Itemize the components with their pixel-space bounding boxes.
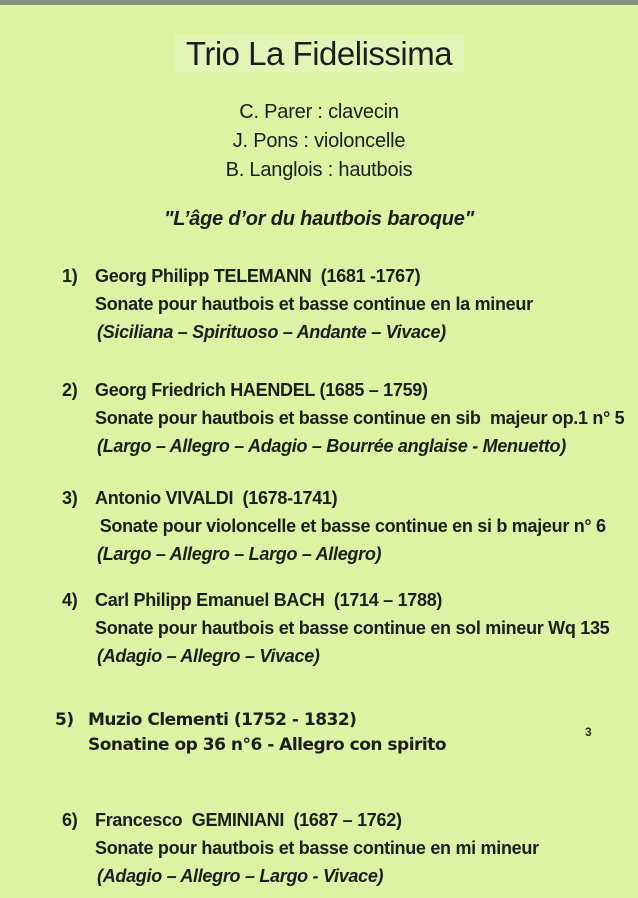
performers-list <box>0 98 638 185</box>
item-number: 4) <box>62 590 78 610</box>
program-item-4 <box>62 586 618 670</box>
movements-line: (Largo – Allegro – Adagio – Bourrée anglaise - Menuetto) <box>97 436 566 456</box>
program-item-6 <box>62 806 618 890</box>
composer-line: Georg Friedrich HAENDEL (1685 – 1759) <box>95 380 428 400</box>
work-line: Sonate pour hautbois et basse continue en sib majeur op.1 n° 5 <box>95 408 625 428</box>
composer-line: Carl Philipp Emanuel BACH (1714 – 1788) <box>95 590 443 610</box>
item-number: 2) <box>62 380 78 400</box>
performer-line-clavecin: C. Parer : clavecin <box>239 101 399 123</box>
movements-line: (Largo – Allegro – Largo – Allegro) <box>97 544 382 564</box>
item-number: 5) <box>55 710 74 730</box>
composer-line: Georg Philipp TELEMANN (1681 -1767) <box>95 266 421 286</box>
work-line: Sonate pour hautbois et basse continue en la mineur <box>95 294 533 314</box>
composer-line: Muzio Clementi (1752 - 1832) <box>88 710 357 730</box>
program-list <box>0 262 638 890</box>
item-number: 3) <box>62 488 78 508</box>
work-line: Sonate pour hautbois et basse continue en sol mineur Wq 135 <box>95 618 610 638</box>
program-item-1 <box>62 262 618 346</box>
program-item-2 <box>62 376 625 460</box>
movements-line: (Adagio – Allegro – Largo - Vivace) <box>97 866 384 886</box>
composer-line: Francesco GEMINIANI (1687 – 1762) <box>95 810 402 830</box>
work-line: Sonatine op 36 n°6 - Allegro con spirito <box>88 735 447 755</box>
work-line: Sonate pour violoncelle et basse continue en si b majeur n° 6 <box>95 516 606 536</box>
program-item-3 <box>62 484 618 568</box>
top-edge-bar <box>0 0 638 5</box>
performer-line-hautbois: B. Langlois : hautbois <box>225 159 413 181</box>
movements-line: (Siciliana – Spirituoso – Andante – Vivace) <box>97 322 446 342</box>
concert-subtitle: "L’âge d’or du hautbois baroque" <box>164 208 474 230</box>
performer-line-violoncelle: J. Pons : violoncelle <box>232 130 406 152</box>
composer-line: Antonio VIVALDI (1678-1741) <box>95 488 338 508</box>
item-number: 1) <box>62 266 78 286</box>
movements-line: (Adagio – Allegro – Vivace) <box>97 646 320 666</box>
page-title <box>0 33 638 75</box>
program-item-5 <box>55 708 618 758</box>
work-line: Sonate pour hautbois et basse continue en mi mineur <box>95 838 539 858</box>
item-number: 6) <box>62 810 78 830</box>
page-title-text: Trio La Fidelissima <box>174 35 464 72</box>
scan-artifact-mark: 3 <box>585 725 592 739</box>
